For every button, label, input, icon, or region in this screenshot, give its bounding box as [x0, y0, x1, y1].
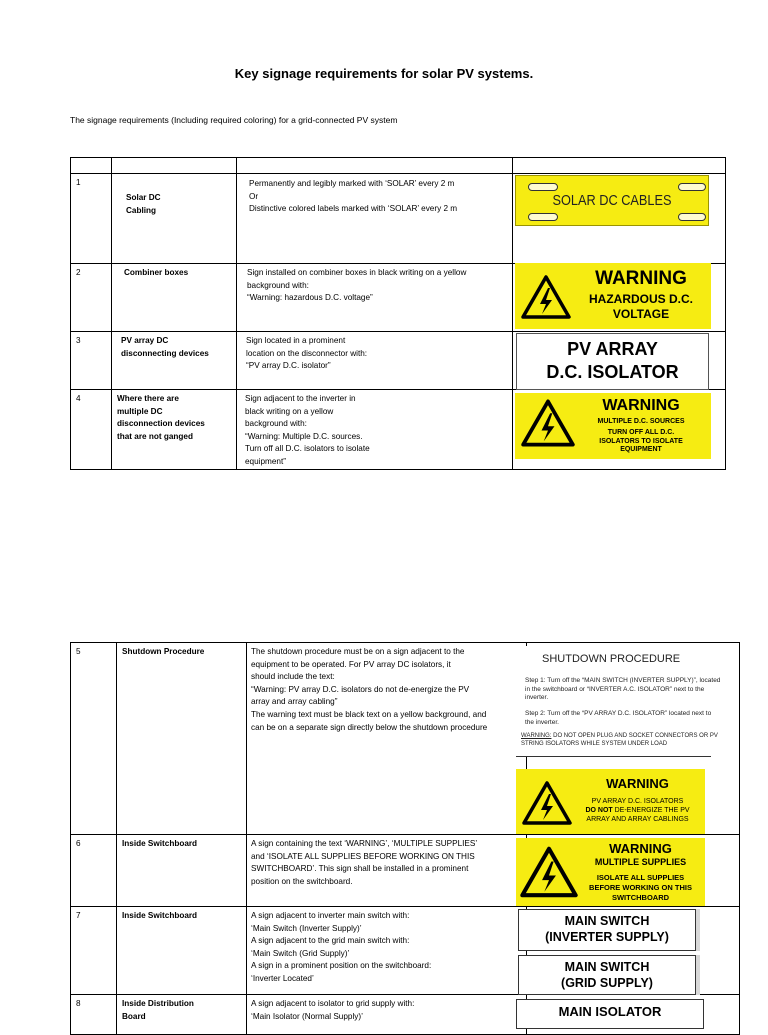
row-text: The shutdown procedure must be on a sign adjacent to the equipment to be operated. For PV array DC isolators, it should include the text: “Warning: PV array D.C. isolators do not de-energize the PV array and array cabling” The warning text must be black text on a yellow background, and can be on a separate sign directly below the shutdown procedure: [247, 643, 527, 835]
row-number: 2: [71, 264, 112, 332]
row-label: Shutdown Procedure: [117, 643, 247, 835]
sign-text: ISOLATE ALL SUPPLIES BEFORE WORKING ON THIS SWITCHBOARD: [589, 873, 692, 902]
electric-hazard-icon: [521, 275, 571, 319]
sign-text: MAIN SWITCH (INVERTER SUPPLY): [545, 914, 669, 944]
warning-heading: WARNING: [602, 397, 680, 414]
row-number: 6: [71, 835, 117, 907]
row-label: Inside Switchboard: [117, 907, 247, 995]
row-text: A sign adjacent to inverter main switch with: ‘Main Switch (Inverter Supply)’ A sign adjacent to the grid main switch with: ‘Main Switch (Grid Supply)’ A sign in a prominent position on the switchboard: ‘Inverter Located’: [247, 907, 527, 995]
electric-hazard-icon: [520, 846, 578, 898]
table-header-row: [71, 158, 726, 174]
sign-divider: [516, 756, 711, 757]
do-not-text: DO NOT: [585, 807, 613, 814]
row-label: Where there are multiple DC disconnection devices that are not ganged: [112, 390, 237, 470]
row-label: Combiner boxes: [112, 264, 237, 332]
cable-slot-icon: [678, 213, 706, 221]
sign-text: TURN OFF ALL D.C. ISOLATORS TO ISOLATE EQUIPMENT: [599, 429, 683, 453]
sign-text: HAZARDOUS D.C. VOLTAGE: [589, 292, 693, 321]
main-switch-inverter-sign: [518, 909, 696, 951]
page-subtitle: The signage requirements (Including required coloring) for a grid-connected PV system: [70, 115, 398, 125]
pv-array-isolator-sign: [516, 333, 709, 390]
warning-heading: WARNING: [595, 268, 687, 289]
shutdown-step-1: Step 1: Turn off the “MAIN SWITCH (INVERTER SUPPLY)”, located in the switchboard or “INVERTER A.C. ISOLATOR” next to the inverter.: [525, 677, 721, 701]
cable-slot-icon: [528, 183, 558, 191]
main-isolator-sign: [516, 999, 704, 1029]
row-text: Sign located in a prominent location on the disconnector with: “PV array D.C. isolator”: [237, 332, 513, 390]
shutdown-procedure-sign: [515, 646, 721, 756]
sign-text: SOLAR DC CABLES: [552, 192, 672, 209]
cable-slot-icon: [678, 183, 706, 191]
row-number: 3: [71, 332, 112, 390]
sign-text: MAIN SWITCH (GRID SUPPLY): [561, 960, 653, 990]
row-text: A sign containing the text ‘WARNING’, ‘MULTIPLE SUPPLIES’ and ‘ISOLATE ALL SUPPLIES BEFORE WORKING ON THIS SWITCHBOARD’. This sign shall be installed in a prominent position on the switchboard.: [247, 835, 527, 907]
warning-heading: WARNING: [606, 776, 669, 791]
sign-text: [570, 807, 705, 824]
multiple-dc-sources-sign: [515, 393, 711, 459]
deenergize-text: DE-ENERGIZE THE PV ARRAY AND ARRAY CABLINGS: [586, 807, 690, 823]
solar-dc-cables-sign: [515, 175, 709, 226]
row-number: 1: [71, 174, 112, 264]
multiple-supplies-sign: [516, 838, 705, 906]
row-number: 4: [71, 390, 112, 470]
row-label: PV array DC disconnecting devices: [112, 332, 237, 390]
shutdown-step-2: Step 2: Turn off the “PV ARRAY D.C. ISOLATOR” located next to the inverter.: [525, 710, 712, 726]
sign-text: MAIN ISOLATOR: [558, 1004, 662, 1019]
sign-text: PV ARRAY D.C. ISOLATORS: [591, 798, 684, 805]
row-number: 8: [71, 995, 117, 1035]
sign-text: MULTIPLE SUPPLIES: [594, 857, 687, 867]
electric-hazard-icon: [522, 781, 572, 825]
row-label: Solar DC Cabling: [112, 174, 237, 264]
row-number: 5: [71, 643, 117, 835]
row-label: Inside Switchboard: [117, 835, 247, 907]
cable-slot-icon: [528, 213, 558, 221]
main-switch-grid-sign: [518, 955, 696, 995]
row-text: Permanently and legibly marked with ‘SOLAR’ every 2 m Or Distinctive colored labels marked with ‘SOLAR’ every 2 m: [237, 174, 513, 264]
warning-heading: WARNING: [609, 841, 672, 856]
shutdown-warning: [521, 733, 721, 748]
sign-text: MULTIPLE D.C. SOURCES: [597, 418, 685, 425]
hazardous-voltage-sign: [515, 263, 711, 329]
page-title: Key signage requirements for solar PV systems.: [234, 66, 534, 81]
sign-title: SHUTDOWN PROCEDURE: [542, 653, 681, 665]
row-label: Inside Distribution Board: [117, 995, 247, 1035]
shutdown-warning-label: WARNING:: [521, 733, 552, 739]
row-text: A sign adjacent to isolator to grid supply with: ‘Main Isolator (Normal Supply)’: [247, 995, 527, 1035]
row-text: Sign installed on combiner boxes in black writing on a yellow background with: “Warning: hazardous D.C. voltage”: [237, 264, 513, 332]
row-number: 7: [71, 907, 117, 995]
row-text: Sign adjacent to the inverter in black writing on a yellow background with: “Warning: Multiple D.C. sources. Turn off all D.C. isolators to isolate equipment”: [237, 390, 513, 470]
sign-text: PV ARRAY D.C. ISOLATOR: [546, 339, 679, 382]
electric-hazard-icon: [521, 399, 575, 447]
shutdown-warning-text: DO NOT OPEN PLUG AND SOCKET CONNECTORS OR PV STRING ISOLATORS WHILE SYSTEM UNDER LOAD: [521, 733, 718, 747]
pv-isolators-warning-sign: [516, 769, 705, 834]
